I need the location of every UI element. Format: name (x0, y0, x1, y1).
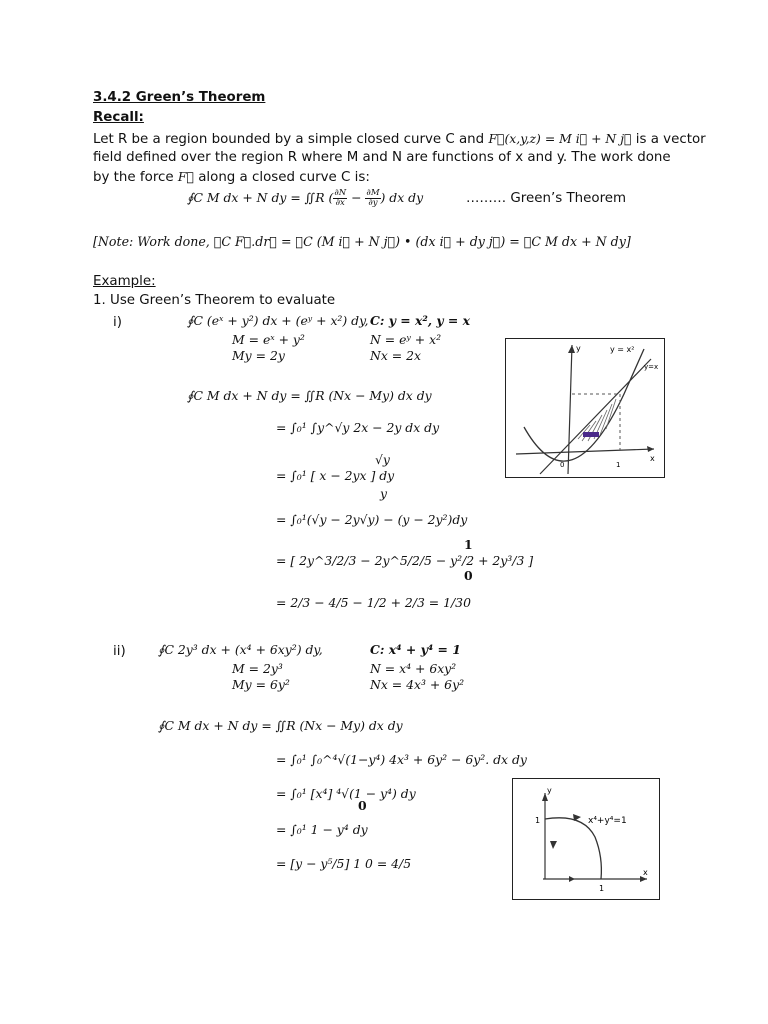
greens-label: ……… Green’s Theorem (466, 191, 627, 206)
curve-direction-arrow (573, 814, 581, 821)
part-i-M: M = eˣ + y² (232, 332, 305, 347)
y-axis-arrow (568, 345, 575, 353)
x-axis-label-ii: x (643, 868, 648, 877)
part-ii-integral: ∮C 2y³ dx + (x⁴ + 6xy²) dy, (158, 642, 323, 657)
part-i-N: N = eʸ + x² (370, 332, 442, 347)
part-i-My: My = 2y (232, 348, 285, 363)
x-axis-label: x (650, 454, 655, 463)
greens-formula: ∮C M dx + N dy = ∬R ( $\frac{\partial N}{\partial x}$ − $\frac{\partial M}{\partial y}$ ) dx dy (187, 188, 424, 208)
part-ii-step-1: ∮C M dx + N dy = ∬R (Nx − My) dx dy (158, 718, 403, 733)
y-one-label: 1 (535, 816, 541, 825)
curve-label-line: y=x (644, 363, 659, 371)
intro-line3-c: along a closed curve C is: (193, 170, 370, 185)
intro-line-1 (93, 129, 706, 149)
part-i-step-3-lower: y (380, 486, 387, 501)
parabola-line-sketch (506, 339, 664, 477)
y-axis-label-ii: y (547, 786, 552, 795)
part-ii-step-2: = ∫₀¹ ∫₀^⁴√(1−y⁴) 4x³ + 6y² − 6y². dx dy (276, 752, 527, 767)
dN-dx-fraction: $\frac{\partial N}{\partial x}$ (334, 188, 347, 208)
part-ii-step-3: = ∫₀¹ [x⁴] ⁴√(1 − y⁴) dy (276, 786, 416, 801)
part-ii-M: M = 2y³ (232, 661, 283, 676)
intro-text-c: is a vector (631, 132, 706, 147)
part-ii-My: My = 6y² (232, 677, 290, 692)
part-i-label: i) (113, 315, 122, 330)
note-line: [Note: Work done, ∮C F⃗.dr⃗ = ∮C (M i⃗ + N j⃗) • (dx i⃗ + dy j⃗) = ∮C M dx + N dy] (93, 234, 631, 249)
intro-line3-a: by the force (93, 170, 178, 185)
quarter-curve (545, 818, 601, 879)
vector-field-expr: F⃗(x,y,z) = M i⃗ + N j⃗ (488, 131, 632, 146)
dM-dy-fraction: $\frac{\partial M}{\partial y}$ (366, 188, 380, 208)
strip-rectangle (583, 432, 599, 437)
parabola-curve (524, 349, 644, 461)
x-one-label-ii: 1 (599, 884, 605, 893)
figure-quarter-curve (512, 778, 660, 900)
part-ii-N: N = x⁴ + 6xy² (370, 661, 457, 676)
curve-label-ii: x⁴+y⁴=1 (588, 816, 627, 826)
intro-line-2: field defined over the region R where M and N are functions of x and y. The work done (93, 150, 671, 165)
part-i-step-6: = 2/3 − 4/5 − 1/2 + 2/3 = 1/30 (276, 595, 471, 610)
part-i-step-5: = [ 2y^3/2/3 − 2y^5/2/5 − y²/2 + 2y³/3 ] (276, 553, 534, 568)
example-heading: Example: (93, 274, 156, 289)
part-ii-step-3-lower: 0 (358, 798, 367, 813)
x-axis-arrow (647, 446, 654, 452)
part-i-step-3-upper: √y (375, 452, 390, 467)
part-i-step-5-lower: 0 (464, 568, 473, 583)
part-i-step-3: = ∫₀¹ [ x − 2yx ] dy (276, 468, 395, 483)
intro-line-3 (93, 167, 370, 187)
part-i-step-1: ∮C M dx + N dy = ∬R (Nx − My) dx dy (187, 388, 432, 403)
greens-lhs: ∮C M dx + N dy = ∬R ( (187, 190, 334, 205)
figure-parabola-line (505, 338, 665, 478)
part-i-step-2: = ∫₀¹ ∫y^√y 2x − 2y dx dy (276, 420, 440, 435)
part-i-step-5-upper: 1 (464, 537, 473, 552)
part-ii-step-4: = ∫₀¹ 1 − y⁴ dy (276, 822, 368, 837)
y-axis-line (568, 345, 572, 474)
part-ii-curve: C: x⁴ + y⁴ = 1 (370, 642, 461, 657)
quarter-curve-sketch (513, 779, 659, 899)
part-ii-step-5: = [y − y⁵/5] 1 0 = 4/5 (276, 856, 412, 871)
origin-label: 0 (560, 461, 565, 469)
recall-heading: Recall: (93, 110, 144, 125)
part-i-integral: ∮C (eˣ + y²) dx + (eʸ + x²) dy, (187, 313, 369, 328)
section-title: 3.4.2 Green’s Theorem (93, 90, 266, 105)
part-i-Nx: Nx = 2x (370, 348, 421, 363)
example-1-prompt: 1. Use Green’s Theorem to evaluate (93, 293, 336, 308)
greens-rhs: ) dx dy (380, 190, 424, 205)
part-ii-Nx: Nx = 4x³ + 6y² (370, 677, 465, 692)
x-one-label: 1 (616, 461, 621, 469)
intro-text-a: Let R be a region bounded by a simple closed curve C and (93, 132, 489, 147)
y-axis-direction-arrow (550, 841, 557, 849)
curve-label-parabola: y = x² (610, 345, 635, 354)
line-y-equals-x (540, 359, 651, 474)
part-i-curve: C: y = x², y = x (370, 313, 470, 328)
x-axis-direction-arrow (569, 876, 575, 882)
force-vector: F⃗ (177, 169, 194, 184)
part-ii-label: ii) (113, 644, 126, 659)
y-axis-label: y (576, 344, 581, 353)
part-i-step-4: = ∫₀¹(√y − 2y√y) − (y − 2y²)dy (276, 512, 468, 527)
